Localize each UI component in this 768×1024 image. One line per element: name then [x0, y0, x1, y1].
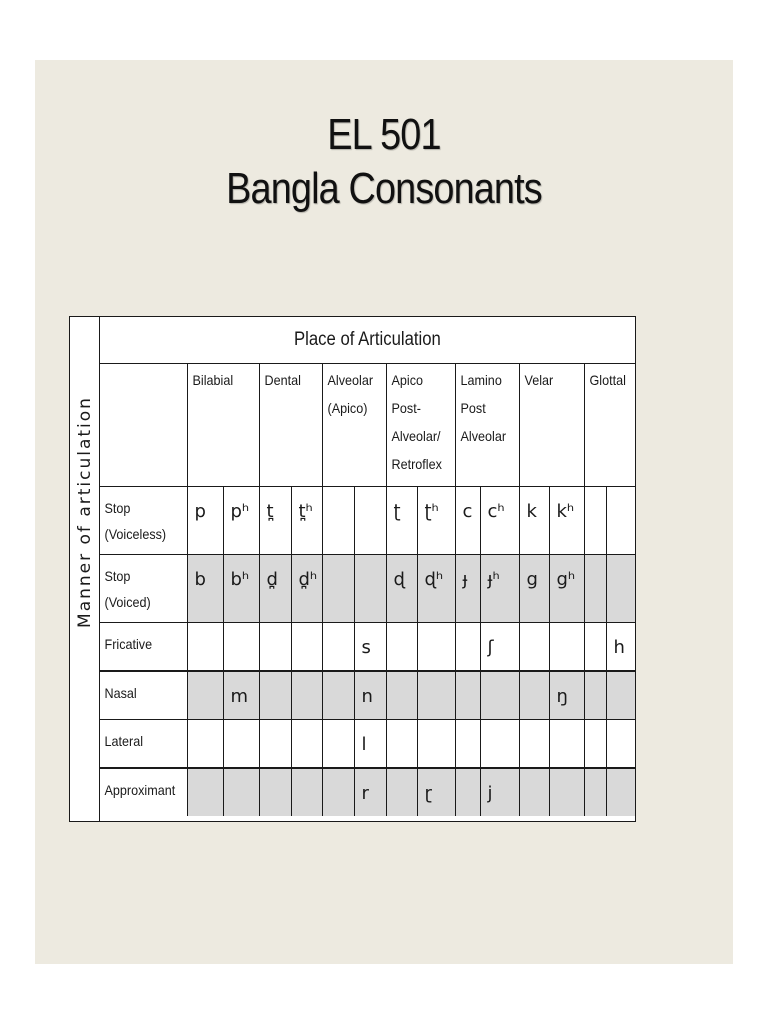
consonant-cell: [223, 623, 259, 672]
consonant-cell: [259, 671, 291, 720]
consonant-cell: s: [354, 623, 386, 672]
manner-label-lateral: Lateral: [100, 720, 187, 769]
manner-row-lateral: [100, 720, 635, 769]
place-dental: Dental: [259, 364, 322, 487]
consonant-cell: [606, 671, 635, 720]
manner-row-nasal: [100, 671, 635, 720]
consonant-cell: [386, 768, 417, 816]
consonant-cell: [606, 487, 635, 555]
consonant-cell: [187, 623, 223, 672]
consonant-cell: [584, 720, 606, 769]
consonant-cell: [386, 720, 417, 769]
consonant-cell: m: [223, 671, 259, 720]
manner-label-stop-voiced: Stop (Voiced): [100, 555, 187, 623]
consonant-cell: [584, 623, 606, 672]
consonant-cell: [519, 623, 549, 672]
consonant-cell: [322, 487, 354, 555]
consonant-cell: [291, 720, 322, 769]
place-bilabial: Bilabial: [187, 364, 259, 487]
consonant-cell: ʃ: [480, 623, 519, 672]
consonant-cell: k: [519, 487, 549, 555]
consonant-cell: [386, 623, 417, 672]
consonant-cell: d̪ʰ: [291, 555, 322, 623]
consonant-cell: [354, 487, 386, 555]
consonant-cell: [455, 623, 480, 672]
consonant-cell: [519, 720, 549, 769]
consonant-chart: [69, 316, 636, 822]
manner-label-nasal: Nasal: [100, 671, 187, 720]
title-line-2: Bangla Consonants: [226, 164, 542, 213]
consonant-cell: ɽ: [417, 768, 455, 816]
consonant-cell: [584, 768, 606, 816]
manner-of-articulation-label: Manner of articulation: [75, 396, 95, 628]
consonant-cell: t̪ʰ: [291, 487, 322, 555]
place-glottal: Glottal: [584, 364, 635, 487]
place-velar: Velar: [519, 364, 584, 487]
consonant-cell: [417, 671, 455, 720]
consonant-cell: [386, 671, 417, 720]
manner-row-approximant: [100, 768, 635, 816]
consonant-cell: [354, 555, 386, 623]
manner-label-fricative: Fricative: [100, 623, 187, 672]
consonant-cell: [417, 720, 455, 769]
consonant-cell: [322, 720, 354, 769]
consonant-cell: [322, 671, 354, 720]
consonant-cell: pʰ: [223, 487, 259, 555]
consonant-cell: [322, 768, 354, 816]
consonant-cell: p: [187, 487, 223, 555]
slide-title: [35, 108, 733, 216]
consonant-cell: [549, 720, 584, 769]
place-alveolar: Alveolar (Apico): [322, 364, 386, 487]
consonant-cell: [223, 768, 259, 816]
consonant-cell: j: [480, 768, 519, 816]
manner-label-approximant: Approximant: [100, 768, 187, 816]
consonant-cell: n: [354, 671, 386, 720]
consonant-cell: [259, 768, 291, 816]
consonant-cell: t̪: [259, 487, 291, 555]
consonant-cell: [519, 671, 549, 720]
consonant-cell: [322, 555, 354, 623]
consonant-cell: gʰ: [549, 555, 584, 623]
consonant-cell: [455, 768, 480, 816]
consonant-cell: kʰ: [549, 487, 584, 555]
consonant-table: [100, 317, 635, 816]
consonant-cell: [519, 768, 549, 816]
consonant-cell: [584, 671, 606, 720]
manner-row-stop-voiced: [100, 555, 635, 623]
manner-label-stop-voiceless: Stop (Voiceless): [100, 487, 187, 555]
corner-cell: [100, 364, 187, 487]
consonant-cell: d̪: [259, 555, 291, 623]
consonant-cell: r: [354, 768, 386, 816]
consonant-cell: [291, 768, 322, 816]
place-retroflex: Apico Post- Alveolar/ Retroflex: [386, 364, 455, 487]
consonant-cell: [223, 720, 259, 769]
consonant-cell: [584, 487, 606, 555]
consonant-cell: ɖ: [386, 555, 417, 623]
consonant-cell: [455, 671, 480, 720]
manner-row-stop-voiceless: [100, 487, 635, 555]
consonant-cell: [480, 720, 519, 769]
consonant-cell: ʈʰ: [417, 487, 455, 555]
consonant-cell: ʈ: [386, 487, 417, 555]
consonant-cell: [480, 671, 519, 720]
consonant-cell: l: [354, 720, 386, 769]
consonant-cell: [606, 555, 635, 623]
consonant-cell: cʰ: [480, 487, 519, 555]
consonant-cell: h: [606, 623, 635, 672]
consonant-cell: [549, 623, 584, 672]
consonant-cell: [606, 720, 635, 769]
consonant-cell: ɟ: [455, 555, 480, 623]
consonant-cell: [417, 623, 455, 672]
consonant-cell: [187, 720, 223, 769]
slide: [35, 60, 733, 964]
manner-column: [70, 317, 100, 821]
consonant-cell: [322, 623, 354, 672]
consonant-cell: bʰ: [223, 555, 259, 623]
manner-row-fricative: [100, 623, 635, 672]
place-post-alveolar: Lamino Post Alveolar: [455, 364, 519, 487]
consonant-cell: ɖʰ: [417, 555, 455, 623]
consonant-cell: b: [187, 555, 223, 623]
consonant-cell: c: [455, 487, 480, 555]
consonant-cell: [584, 555, 606, 623]
consonant-cell: [187, 768, 223, 816]
consonant-cell: [187, 671, 223, 720]
consonant-cell: [259, 623, 291, 672]
consonant-cell: [455, 720, 480, 769]
consonant-cell: [291, 671, 322, 720]
place-of-articulation-header: Place of Articulation: [100, 317, 635, 364]
consonant-cell: ŋ: [549, 671, 584, 720]
consonant-cell: [606, 768, 635, 816]
consonant-cell: [291, 623, 322, 672]
title-line-1: EL 501: [327, 110, 441, 159]
consonant-cell: [549, 768, 584, 816]
consonant-cell: g: [519, 555, 549, 623]
consonant-cell: [259, 720, 291, 769]
consonant-cell: ɟʰ: [480, 555, 519, 623]
